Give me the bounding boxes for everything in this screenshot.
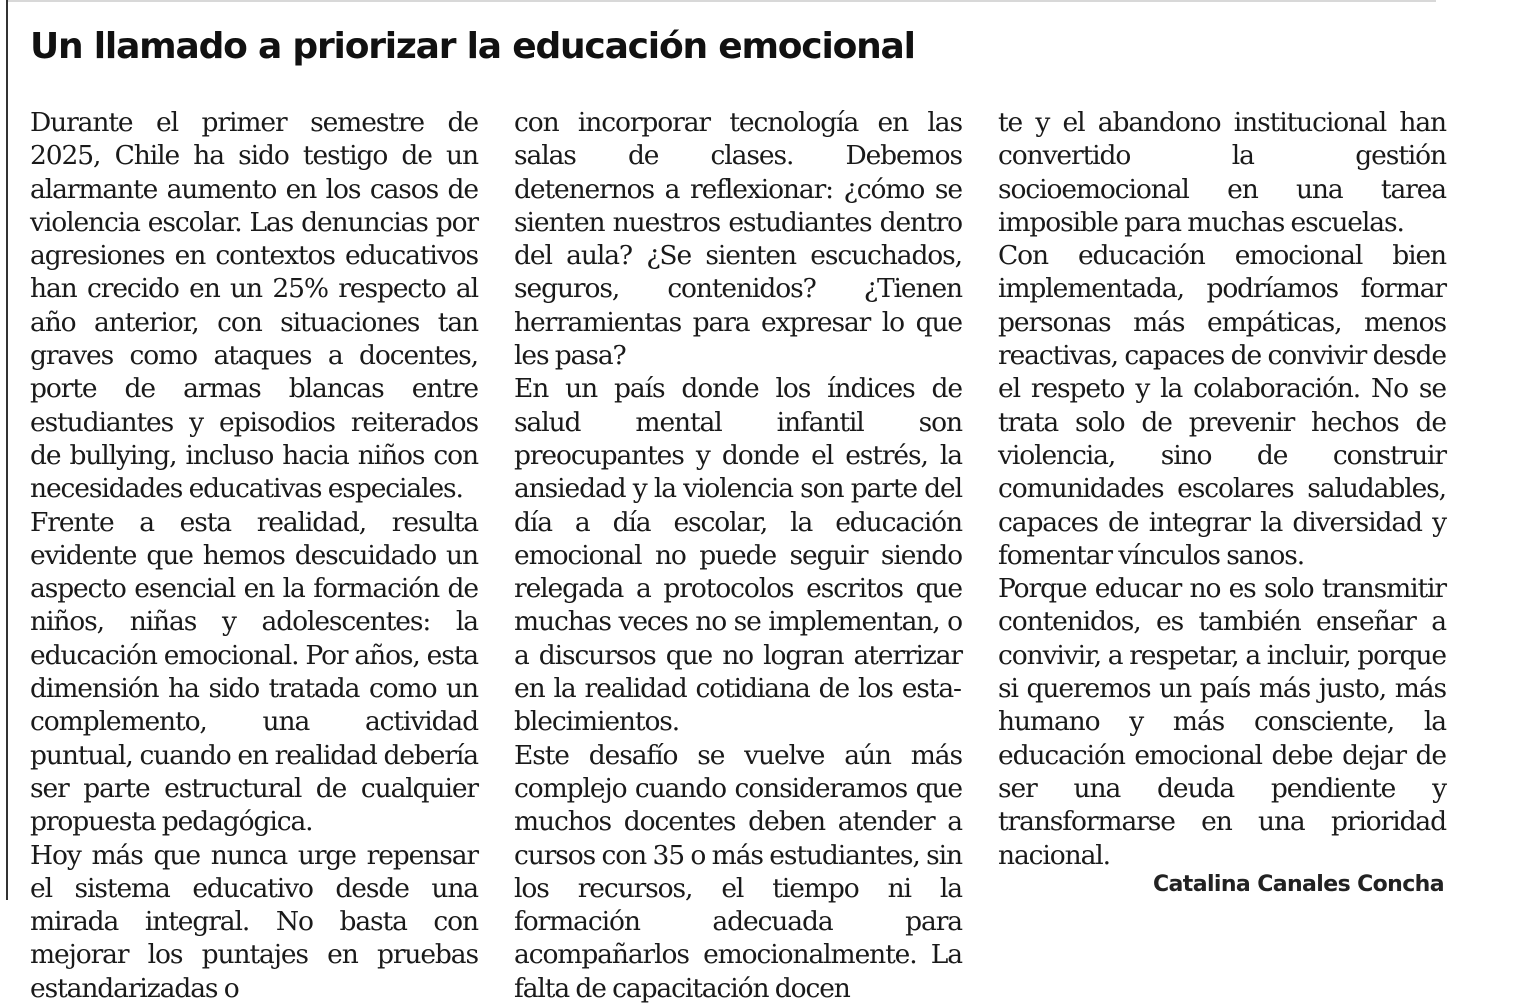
article-paragraph: Durante el primer semestre de 2025, Chile ha sido testigo de un alarmante aumento en los casos de violencia escolar. Las denuncias por agresiones en contextos educativos han crecido en un 25% respecto al año anterior, con situaciones tan graves como ataques a docentes, porte de armas blancas entre estudiantes y episodios reiterados de bullying, incluso hacia niños con necesidades educativas especiales. [30, 107, 478, 505]
article-paragraph: Hoy más que nunca urge repensar el sistema educativo desde una mirada integral. No basta con mejorar los puntajes en pruebas estandarizadas o [30, 839, 478, 1004]
article-paragraph: Este desafío se vuelve aún más complejo cuando consideramos que muchos docentes deben atender a cursos con 35 o más estudiantes, sin los recursos, el tiempo ni la formación adecuada para acompañarlos emocionalmente. La falta de capacitación docen [514, 739, 962, 1004]
article-paragraph: con incorporar tecnología en las salas de clases. Debemos detenernos a reflexionar: ¿cómo se sienten nuestros estudiantes dentro del aula? ¿Se sienten escuchados, seguros, contenidos? ¿Tienen herramientas para expresar lo que les pasa? [514, 107, 962, 372]
author-byline: Catalina Canales Concha [1153, 872, 1444, 897]
article-column-2 [514, 106, 962, 1005]
article-paragraph: En un país donde los índices de salud mental infantil son preocupantes y donde el estrés, la ansiedad y la violencia son parte del día a día escolar, la educación emocional no puede seguir siendo relegada a protocolos escritos que muchas veces no se implementan, o a discursos que no logran aterrizar en la realidad cotidiana de los establecimientos. [514, 373, 962, 738]
top-border-rule [8, 0, 1436, 2]
article-paragraph: Frente a esta realidad, resulta evidente que hemos descuidado un aspecto esencial en la formación de niños, niñas y adolescentes: la educación emocional. Por años, esta dimensión ha sido tratada como un complemento, una actividad puntual, cuando en realidad debería ser parte estructural de cualquier propuesta pedagógica. [30, 506, 478, 838]
article-paragraph: Porque educar no es solo transmitir contenidos, es también enseñar a convivir, a respetar, a incluir, porque si queremos un país más justo, más humano y más consciente, la educación emocional debe dejar de ser una deuda pendiente y transformarse en una prioridad nacional. [998, 573, 1446, 871]
article-paragraph: te y el abandono institucional han convertido la gestión socioemocional en una tarea imposible para muchas escuelas. [998, 107, 1446, 238]
article-paragraph: Con educación emocional bien implementada, podríamos formar personas más empáticas, menos reactivas, capaces de convivir desde el respeto y la colaboración. No se trata solo de prevenir hechos de violencia, sino de construir comunidades escolares saludables, capaces de integrar la diversidad y fomentar vínculos sanos. [998, 240, 1446, 571]
article-column-1 [30, 106, 478, 1005]
article-column-3 [998, 106, 1446, 872]
article-headline: Un llamado a priorizar la educación emocional [30, 26, 915, 67]
left-border-rule [6, 0, 8, 900]
